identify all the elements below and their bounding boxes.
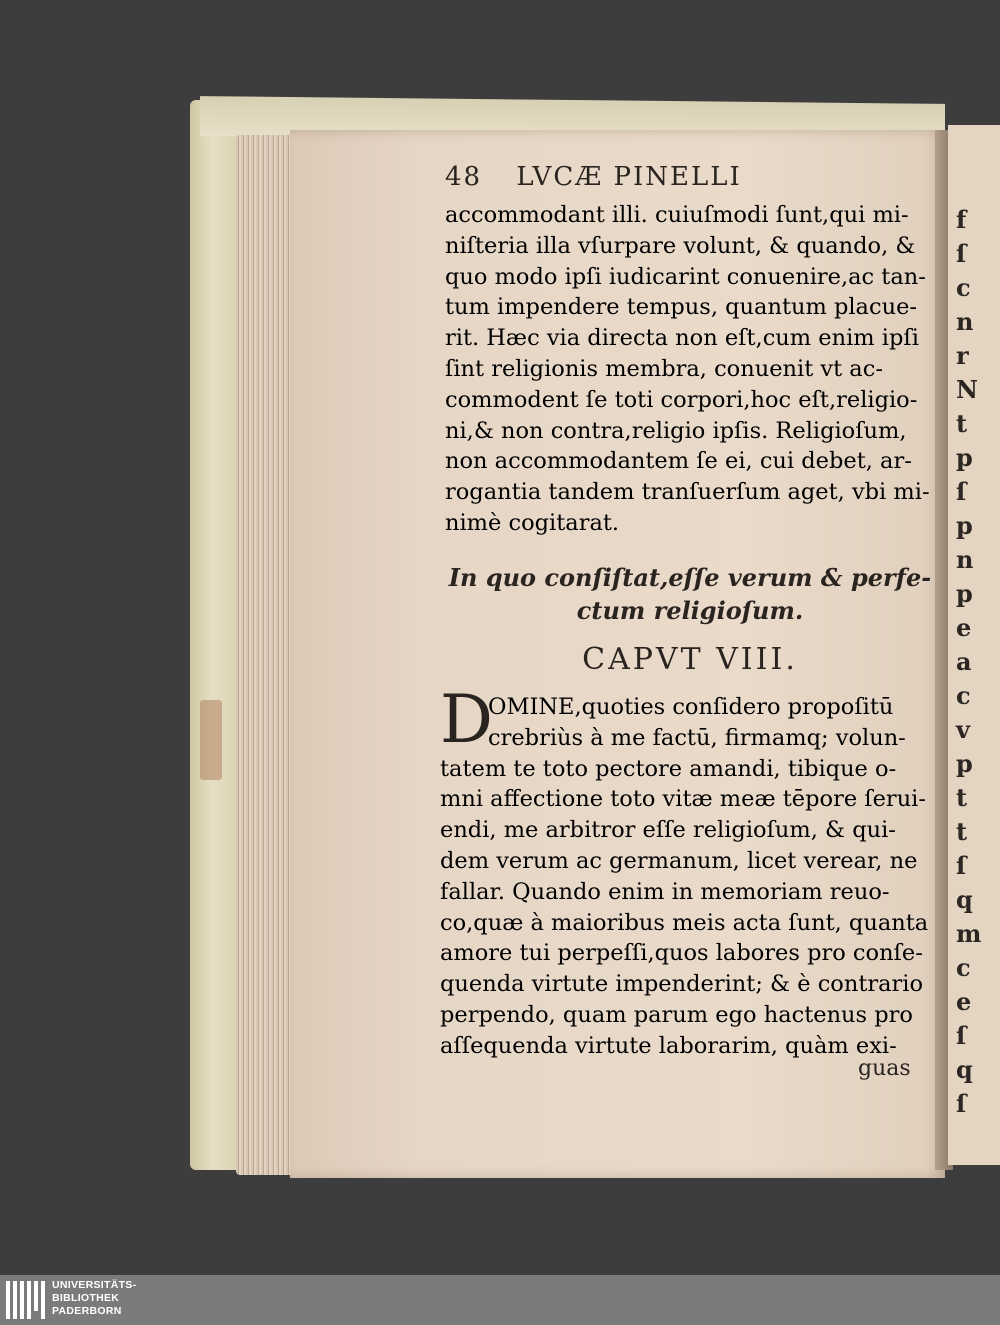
catchword: guas <box>858 1056 911 1081</box>
next-page-fragment: p <box>956 749 973 778</box>
next-page-fragment: f <box>956 205 967 234</box>
next-page-fragment: ſ <box>956 851 967 880</box>
chapter-title-line: ctum religioſum. <box>576 596 804 625</box>
next-page-fragment: ſ <box>956 477 967 506</box>
page-edges <box>236 135 296 1175</box>
logo-line: UNIVERSITÄTS- <box>52 1279 137 1291</box>
next-page-fragment: e <box>956 987 972 1016</box>
body-text <box>445 200 930 539</box>
next-page-fragment: m <box>956 919 982 948</box>
next-page-fragment: n <box>956 307 974 336</box>
text-line: amore tui perpeſſi,quos labores pro conſe- <box>440 940 923 967</box>
next-page-fragment: t <box>956 783 968 812</box>
text-line: rit. Hæc via directa non eſt,cum enim ipſi <box>445 325 919 352</box>
next-page-fragment: a <box>956 647 972 676</box>
next-page-fragment: q <box>956 1055 973 1084</box>
next-page-fragment: v <box>956 715 970 744</box>
next-page-fragment: ſ <box>956 239 967 268</box>
running-header <box>445 162 742 192</box>
next-page-fragment: r <box>956 341 969 370</box>
next-page-fragment: p <box>956 443 973 472</box>
text-line: nimè cogitarat. <box>445 509 620 536</box>
next-page-fragment: ſ <box>956 1021 967 1050</box>
text-line: perpendo, quam parum ego hactenus pro <box>440 1001 913 1028</box>
text-line: fallar. Quando enim in memoriam reuo- <box>440 878 890 905</box>
text-line: dem verum ac germanum, licet verear, ne <box>440 847 918 874</box>
text-line: ſint religionis membra, conuenit vt ac- <box>445 355 883 382</box>
page-number: 48 <box>445 162 483 192</box>
text-line: mni affectione toto vitæ meæ tēpore ſerui- <box>440 786 926 813</box>
chapter-text <box>440 681 929 1062</box>
text-line: non accommodantem ſe ei, cui debet, ar- <box>445 448 912 475</box>
text-line: rogantia tandem tranſuerſum aget, vbi mi- <box>445 479 930 506</box>
drop-cap: D <box>440 681 493 758</box>
text-line: accommodant illi. cuiuſmodi ſunt,qui mi- <box>445 202 909 228</box>
text-line: quenda virtute impenderint; & è contrario <box>440 971 924 998</box>
chapter-title-line: In quo conſiſtat,eſſe verum & perfe- <box>448 563 932 592</box>
next-page-fragment: p <box>956 579 973 608</box>
text-line: endi, me arbitror eſſe religioſum, & qui- <box>440 817 896 844</box>
next-page-fragment: n <box>956 545 974 574</box>
next-page-fragment: ſ <box>956 1089 967 1118</box>
next-page-fragment: c <box>956 953 971 982</box>
text-line: commodent ſe toti corpori,hoc eſt,religio- <box>445 386 918 413</box>
text-line: tum impendere tempus, quantum placue- <box>445 294 917 321</box>
next-page-fragment: t <box>956 409 968 438</box>
text-line: co,quæ à maioribus meis acta ſunt, quanta <box>440 909 929 936</box>
logo-line: PADERBORN <box>52 1305 122 1317</box>
next-page-edge <box>948 125 1000 1165</box>
running-title: LVCÆ PINELLI <box>516 162 742 192</box>
footer-bar <box>0 1275 1000 1325</box>
next-page-fragment: t <box>956 817 968 846</box>
logo-line: BIBLIOTHEK <box>52 1292 120 1304</box>
chapter-heading: CAPVT VIII. <box>582 642 798 677</box>
text-line: niſteria illa vſurpare volunt, & quando, & <box>445 232 916 259</box>
next-page-fragment: N <box>956 375 978 404</box>
text-line: crebriùs à me factū, firmamq; volun- <box>488 724 906 751</box>
stain <box>200 700 222 780</box>
library-logo-text <box>52 1279 136 1318</box>
next-page-fragment: c <box>956 273 971 302</box>
next-page-fragment: q <box>956 885 973 914</box>
text-line: quo modo ipſi iudicarint conuenire,ac tan- <box>445 263 926 290</box>
next-page-fragment: e <box>956 613 972 642</box>
text-line: OMINE,quoties conſidero propoſitū <box>488 694 894 720</box>
text-line: aſſequenda virtute laborarim, quàm exi- <box>440 1032 897 1059</box>
text-line: ni,& non contra,religio ipſis. Religioſum, <box>445 417 907 444</box>
next-page-fragment: c <box>956 681 971 710</box>
text-line: tatem te toto pectore amandi, tibique o- <box>440 755 897 782</box>
next-page-fragment: p <box>956 511 973 540</box>
